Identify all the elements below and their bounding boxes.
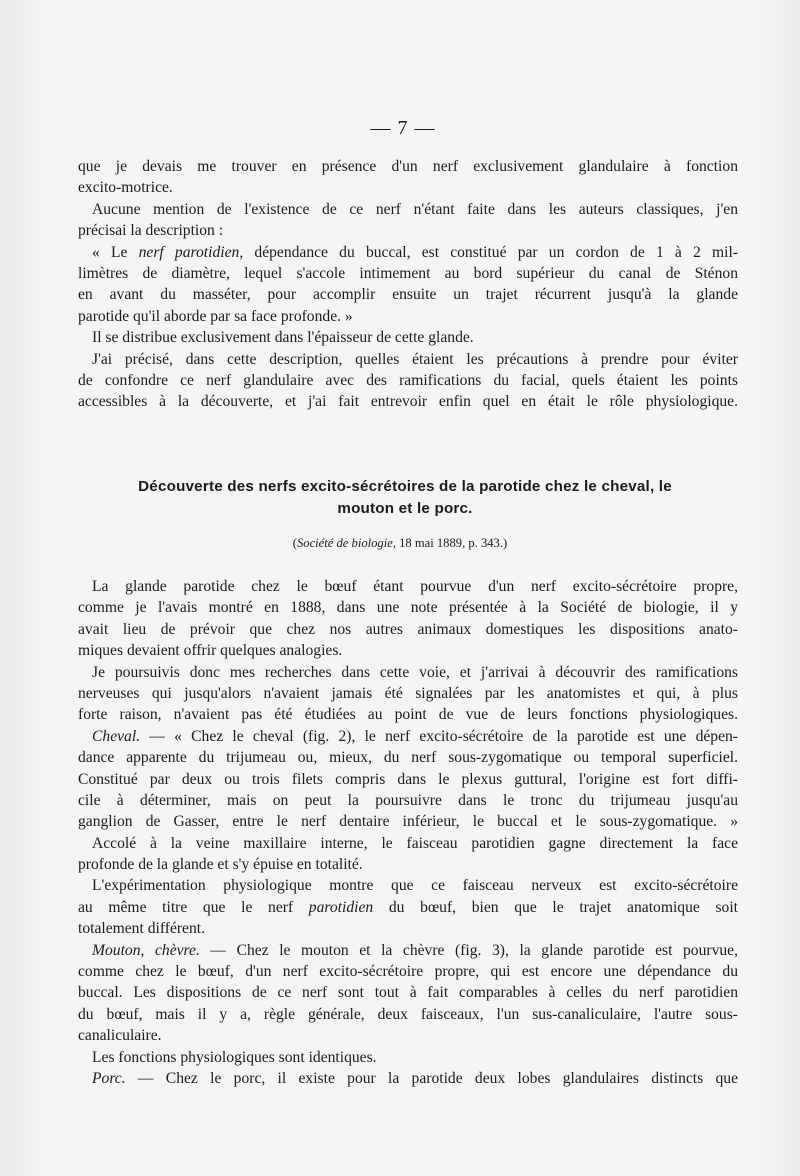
text-line: forte raison, n'avaient pas été étudiées au point de vue de leurs fonctions physiologiques.	[78, 706, 738, 724]
citation-details: , 18 mai 1889, p. 343.)	[392, 536, 508, 550]
text-line: Constitué par deux ou trois filets compris dans le plexus guttural, l'origine est fort diffi-	[78, 770, 738, 788]
text-section-2	[78, 576, 738, 1089]
text-line: Je poursuivis donc mes recherches dans cette voie, et j'arrivai à découvrir des ramifications	[92, 663, 738, 681]
species-label-porc: Porc.	[92, 1069, 126, 1087]
text-span: — Chez le porc, il existe pour la parotide deux lobes glandulaires distincts que	[125, 1069, 738, 1087]
text-line: précisai la description :	[78, 222, 224, 240]
text-line	[78, 1068, 738, 1089]
text-line: en avant du masséter, pour accomplir ensuite un trajet récurrent jusqu'à la glande	[78, 286, 738, 304]
term-italic: parotidien	[308, 898, 374, 916]
text-line: Les fonctions physiologiques sont identiques.	[92, 1048, 377, 1066]
text-line: comme chez le bœuf, d'un nerf excito-sécrétoire propre, qui est encore une dépendance du	[78, 963, 738, 981]
text-line	[78, 940, 738, 961]
text-line: de confondre ce nerf glandulaire avec des ramifications du facial, quels étaient les points	[78, 371, 738, 389]
text-line: excito-motrice.	[78, 179, 173, 197]
text-line: comme je l'avais montré en 1888, dans une note présentée à la Société de biologie, il y	[78, 599, 738, 617]
text-line: Accolé à la veine maxillaire interne, le faisceau parotidien gagne directement la face	[92, 834, 738, 852]
text-line: dance apparente du trijumeau ou, mieux, du nerf sous-zygomatique ou temporal superficiel.	[78, 749, 738, 767]
text-line	[78, 897, 738, 918]
term-italic: nerf parotidien	[138, 243, 240, 261]
text-line: buccal. Les dispositions de ce nerf sont tout à fait comparables à celles du nerf parotidien	[78, 984, 738, 1002]
text-line: parotide qu'il aborde par sa face profonde. »	[78, 307, 353, 325]
text-line: ganglion de Gasser, entre le nerf dentaire inférieur, le buccal et le sous-zygomatique. »	[78, 813, 738, 831]
text-span: au même titre que le nerf	[78, 898, 309, 916]
text-line: Il se distribue exclusivement dans l'épaisseur de cette glande.	[92, 329, 474, 347]
text-line: nerveuses qui jusqu'alors n'avaient jamais été signalées par les anatomistes et qui, à plus	[78, 684, 738, 702]
text-line	[78, 726, 738, 747]
citation-source: Société de biologie	[296, 536, 393, 550]
quote-open: « Le	[92, 243, 139, 261]
species-label-mouton: Mouton, chèvre.	[92, 941, 200, 959]
text-line: miques devaient offrir quelques analogies.	[78, 642, 343, 660]
page-number: — 7 —	[370, 117, 436, 139]
text-line: totalement différent.	[78, 920, 206, 938]
text-line: que je devais me trouver en présence d'un nerf exclusivement glandulaire à fonction	[78, 158, 738, 175]
text-line: du bœuf, mais il y a, règle générale, deux faisceaux, l'un sus-canaliculaire, l'autre sous-	[78, 1005, 738, 1023]
text-line: cile à déterminer, mais on peut la poursuivre dans le tronc du trijumeau jusqu'au	[78, 791, 738, 809]
text-span: du bœuf, bien que le trajet anatomique soit	[373, 898, 738, 916]
citation	[0, 536, 800, 551]
text-line: limètres de diamètre, lequel s'accole intimement au bord supérieur du canal de Sténon	[78, 264, 738, 282]
text-line: La glande parotide chez le bœuf étant pourvue d'un nerf excito-sécrétoire propre,	[92, 578, 738, 595]
text-line: canaliculaire.	[78, 1027, 162, 1045]
text-span: — Chez le mouton et la chèvre (fig. 3), la glande parotide est pourvue,	[199, 941, 738, 959]
text-section-1	[78, 156, 738, 413]
text-span: — « Chez le cheval (fig. 2), le nerf excito-sécrétoire de la parotide est une dépen-	[140, 727, 738, 745]
section-heading	[70, 476, 740, 520]
text-line: accessibles à la découverte, et j'ai fait entrevoir enfin quel en était le rôle physiologique.	[78, 393, 738, 411]
text-line: L'expérimentation physiologique montre que ce faisceau nerveux est excito-sécrétoire	[92, 877, 738, 895]
text-line: profonde de la glande et s'y épuise en totalité.	[78, 856, 363, 874]
heading-line: Découverte des nerfs excito-sécrétoires de la parotide chez le cheval, le	[138, 478, 672, 495]
text-line	[78, 242, 738, 263]
text-span: , dépendance du buccal, est constitué par un cordon de 1 à 2 mil-	[239, 243, 738, 261]
heading-line: mouton et le porc.	[337, 500, 473, 517]
citation-paren: (	[292, 536, 297, 550]
species-label-cheval: Cheval.	[92, 727, 141, 745]
text-line: J'ai précisé, dans cette description, quelles étaient les précautions à prendre pour éviter	[92, 350, 738, 368]
text-line: avait lieu de prévoir que chez nos autres animaux domestiques les dispositions anato-	[78, 620, 738, 638]
text-line: Aucune mention de l'existence de ce nerf n'étant faite dans les auteurs classiques, j'en	[92, 200, 738, 218]
